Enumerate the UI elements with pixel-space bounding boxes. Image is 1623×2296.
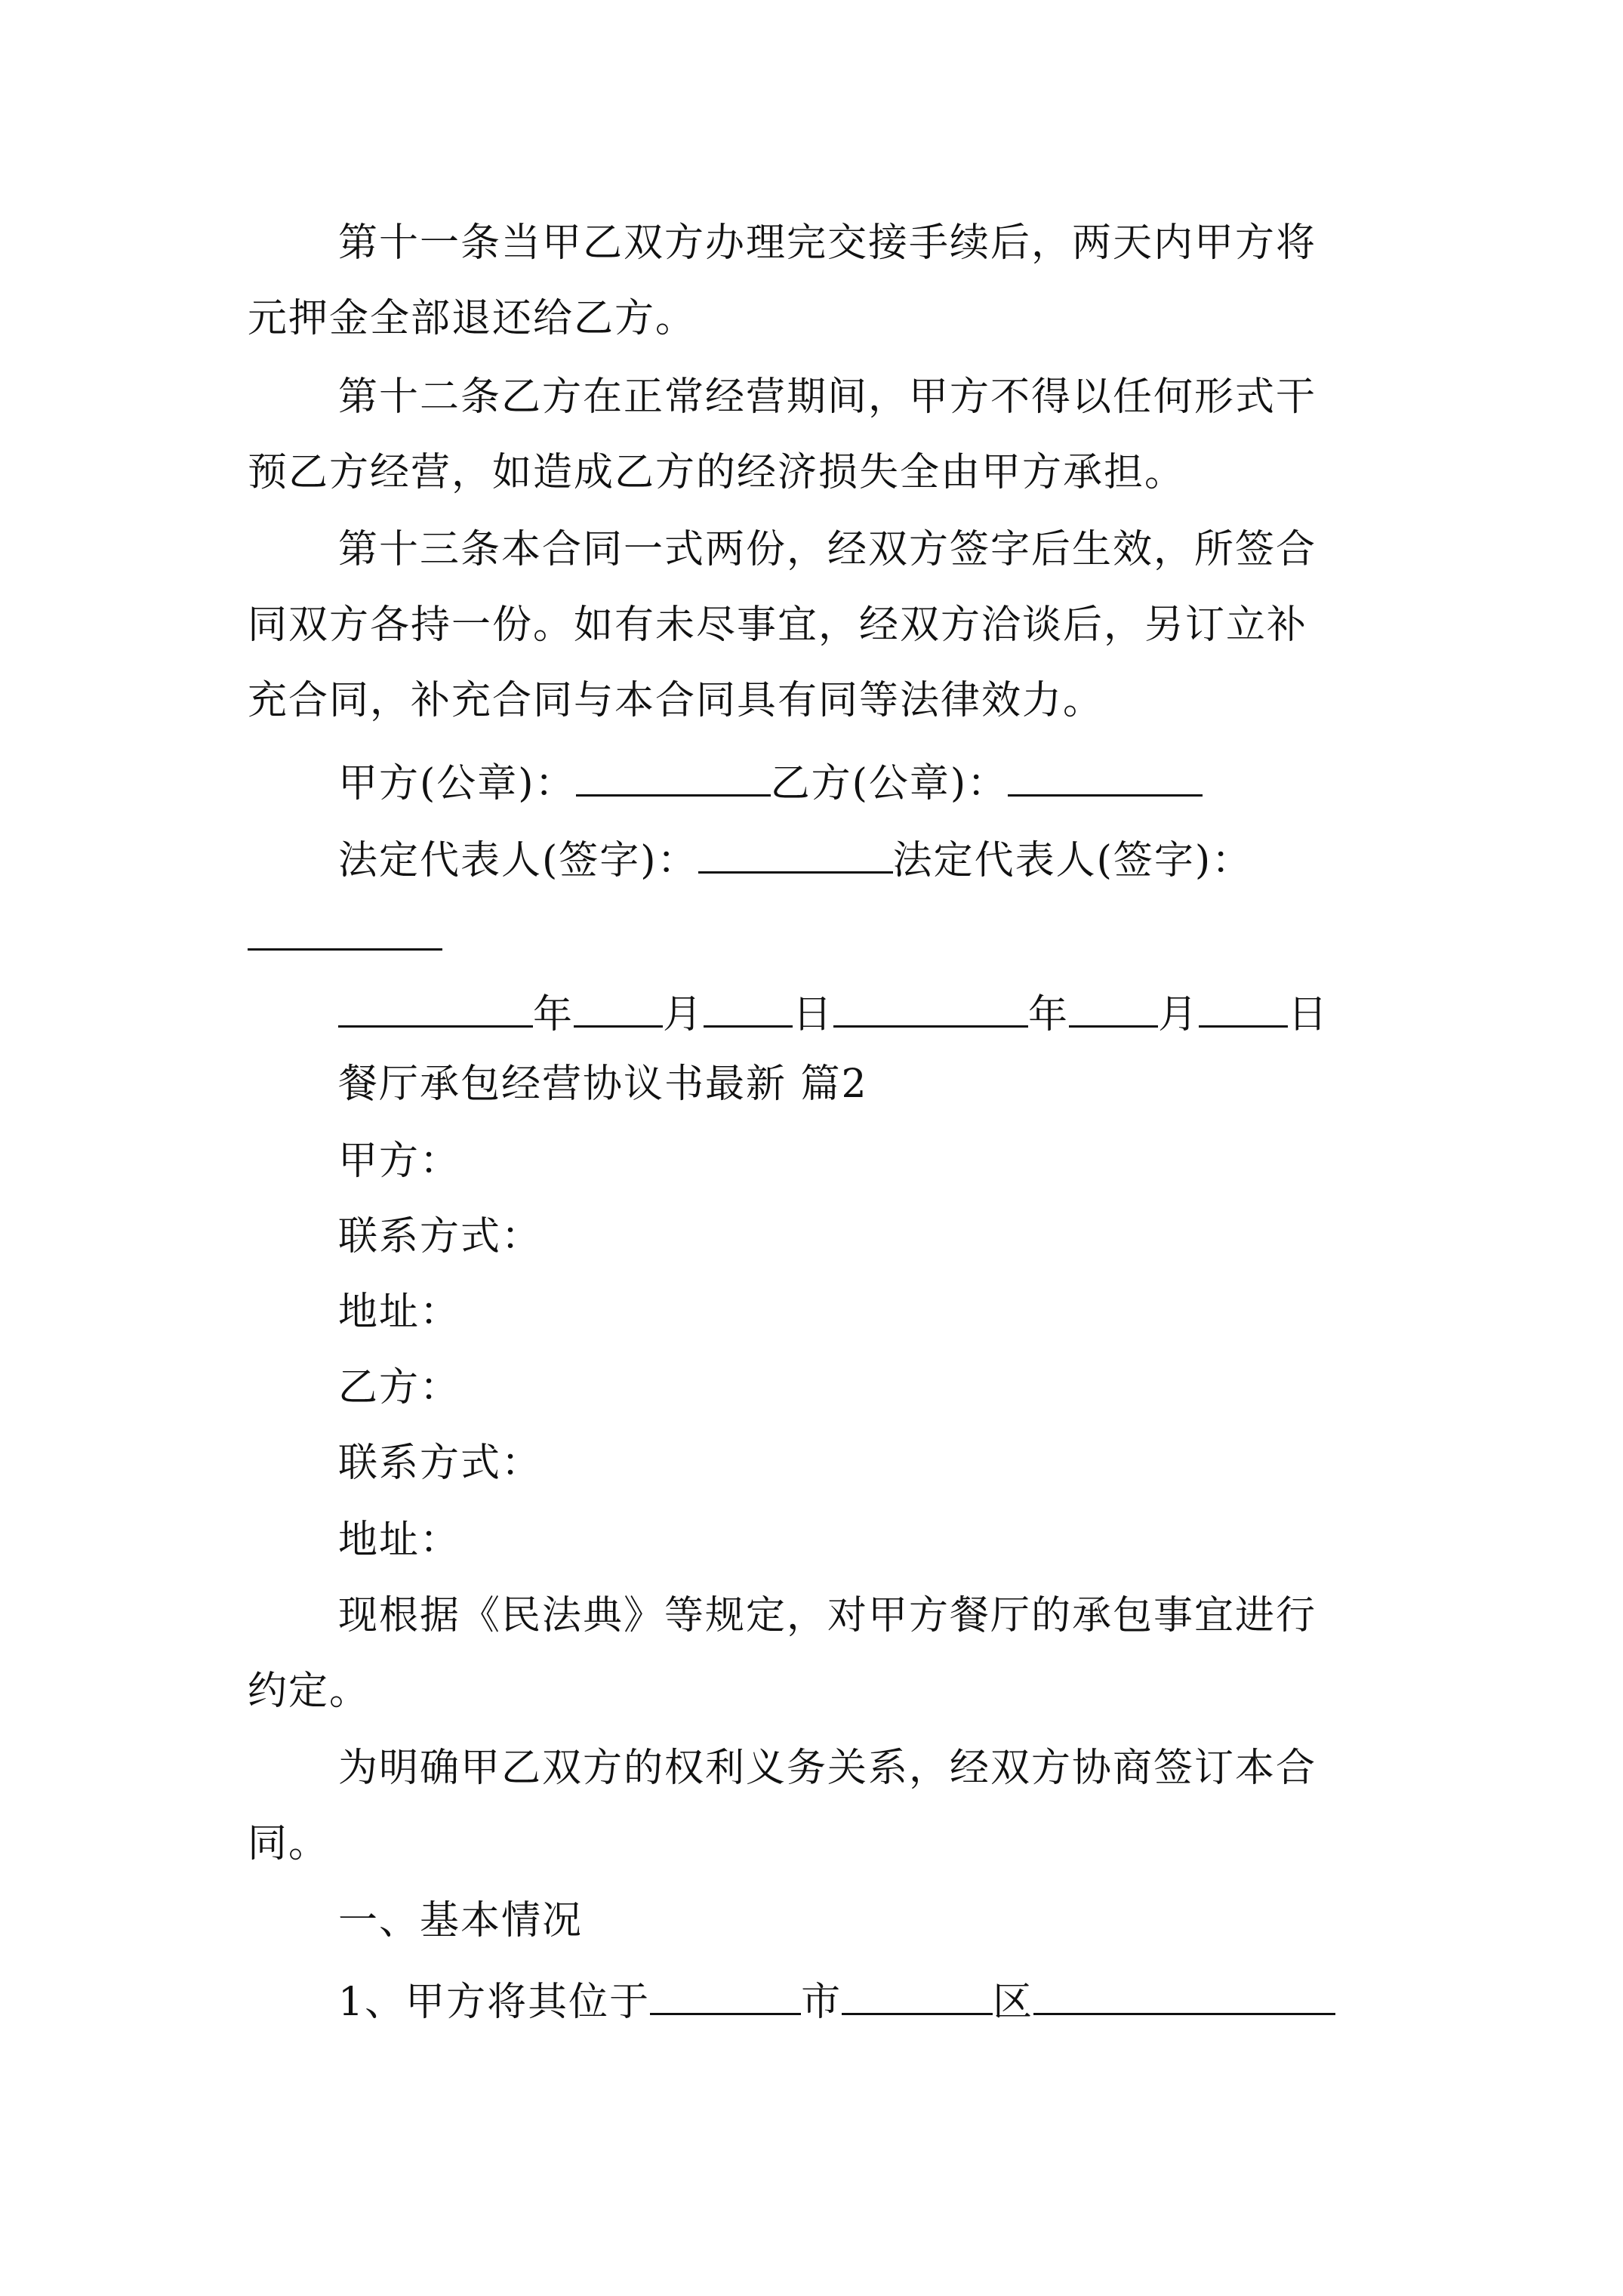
item-1-prefix: 1、甲方将其位于 <box>338 1980 651 2025</box>
rep-b-label: 法定代表人(签字)： <box>892 838 1253 883</box>
intro-line-1: 现根据《民法典》等规定，对甲方餐厅的承包事宜进行 <box>338 1593 1317 1638</box>
district-label: 区 <box>993 1980 1034 2025</box>
day-a-label: 日 <box>793 992 834 1037</box>
seal-line <box>338 755 1203 806</box>
party-a-line: 甲方： <box>338 1139 461 1184</box>
article-11-line-1: 第十一条当甲乙双方办理完交接手续后，两天内甲方将 <box>338 220 1317 266</box>
article-12-line-2: 预乙方经营，如造成乙方的经济损失全由甲方承担。 <box>248 450 1186 495</box>
rep-a-label: 法定代表人(签字)： <box>338 838 698 883</box>
party-b-line: 乙方： <box>338 1365 461 1410</box>
district-blank <box>842 1974 993 2015</box>
address-a-line: 地址： <box>338 1290 461 1335</box>
party-a-seal-blank <box>576 755 771 797</box>
article-13-line-1: 第十三条本合同一式两份，经双方签字后生效，所签合 <box>338 527 1317 572</box>
party-b-seal-blank <box>1008 755 1203 797</box>
rep-a-blank <box>698 832 893 874</box>
purpose-line-2: 同。 <box>248 1821 330 1866</box>
section-2-heading: 餐厅承包经营协议书最新 篇2 <box>338 1062 868 1107</box>
intro-line-2: 约定。 <box>248 1669 371 1714</box>
city-label: 市 <box>801 1980 842 2025</box>
date-line <box>338 986 1329 1037</box>
day-a-blank <box>704 986 793 1028</box>
address-b-line: 地址： <box>338 1518 461 1563</box>
month-b-blank <box>1069 986 1158 1028</box>
city-blank <box>650 1974 801 2015</box>
day-b-label: 日 <box>1288 992 1329 1037</box>
article-13-line-2: 同双方各持一份。如有未尽事宜，经双方洽谈后，另订立补 <box>248 603 1308 648</box>
article-11-line-2: 元押金全部退还给乙方。 <box>248 296 697 341</box>
item-1-line <box>338 1974 1335 2025</box>
month-a-blank <box>574 986 663 1028</box>
contact-a-line: 联系方式： <box>338 1214 543 1259</box>
year-b-label: 年 <box>1028 992 1070 1037</box>
day-b-blank <box>1199 986 1288 1028</box>
contact-b-line: 联系方式： <box>338 1441 543 1486</box>
article-13-line-3: 充合同，补充合同与本合同具有同等法律效力。 <box>248 678 1104 723</box>
year-b-blank <box>833 986 1028 1028</box>
party-b-seal-label: 乙方(公章)： <box>770 761 1009 806</box>
basic-info-heading: 一、基本情况 <box>338 1898 584 1943</box>
location-blank <box>1033 1974 1335 2015</box>
article-12-line-1: 第十二条乙方在正常经营期间，甲方不得以任何形式干 <box>338 374 1317 420</box>
rep-b-blank <box>248 909 442 951</box>
purpose-line-1: 为明确甲乙双方的权利义务关系，经双方协商签订本合 <box>338 1746 1317 1791</box>
rep-b-blank-line <box>248 909 442 960</box>
representative-line <box>338 832 1252 883</box>
month-a-label: 月 <box>663 992 704 1037</box>
party-a-seal-label: 甲方(公章)： <box>338 761 576 806</box>
year-a-label: 年 <box>533 992 574 1037</box>
month-b-label: 月 <box>1158 992 1200 1037</box>
year-a-blank <box>338 986 533 1028</box>
